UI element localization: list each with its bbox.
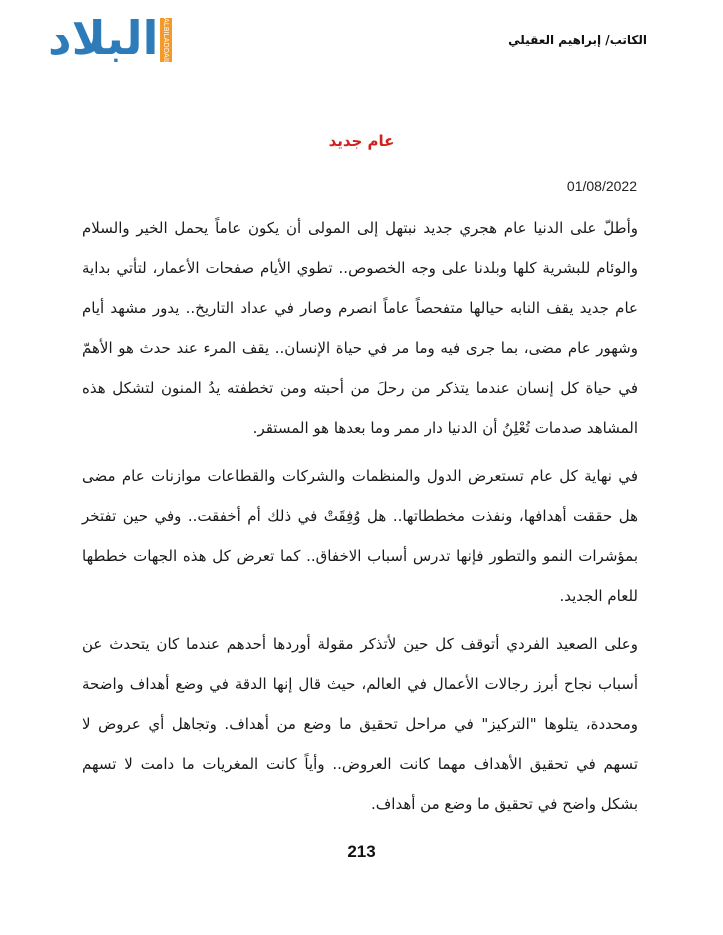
logo-tagline: ALBILADDAILY (162, 18, 170, 68)
article-body (82, 208, 638, 832)
article-date: 01/08/2022 (566, 178, 637, 194)
logo-wordmark: البلاد (48, 11, 159, 65)
paragraph: في نهاية كل عام تستعرض الدول والمنظمات والشركات والقطاعات موازنات عام مضى هل حققت أهدافها، ونفذت مخططاتها.. هل وُفِقَتْ في ذلك أم أخفقت.. وفي حين تفتخر بمؤشرات النمو والتطور فإنها تدرس أسباب الاخفاق.. كما تعرض كل هذه الجهات خططها للعام الجديد. (82, 467, 638, 605)
paragraph: وعلى الصعيد الفردي أتوقف كل حين لأتذكر مقولة أوردها أحدهم عندما كان يتحدث عن أسباب نجاح أبرز رجالات الأعمال في العالم، حيث قال إنها الدقة في وضع أهداف واضحة ومحددة، يتلوها "التركيز" في مراحل تحقيق ما وضع من أهداف. وتجاهل أي عروض لا تسهم في تحقيق الأهداف مهما كانت العروض.. وأياً كانت المغريات ما دامت لا تسهم بشكل واضح في تحقيق ما وضع من أهداف. (82, 635, 638, 813)
paragraph: وأطلّ على الدنيا عام هجري جديد نبتهل إلى المولى أن يكون عاماً يحمل الخير والسلام والوئام للبشرية كلها وبلدنا على وجه الخصوص.. تطوي الأيام صفحات الأعمار، لتأتي بداية عام جديد يقف النابه حيالها متفحصاً عاماً انصرم وصار في عداد التاريخ.. يدور مشهد أيام وشهور عام مضى، بما جرى فيه وما مر في حياة الإنسان.. يقف المرء عند حدث هو الأهمّ في حياة كل إنسان عندما يتذكر من رحلَ من أحبته ومن تخطفته يدُ المنون لتشكل هذه المشاهد صدمات تُعْلِنُ أن الدنيا دار ممر وما بعدها هو المستقر. (82, 219, 638, 437)
article-title: عام جديد (328, 132, 395, 150)
publication-logo (48, 11, 178, 68)
author-line: الكاتب/ إبراهيم العقيلي (508, 33, 647, 47)
page-number: 213 (347, 842, 376, 861)
